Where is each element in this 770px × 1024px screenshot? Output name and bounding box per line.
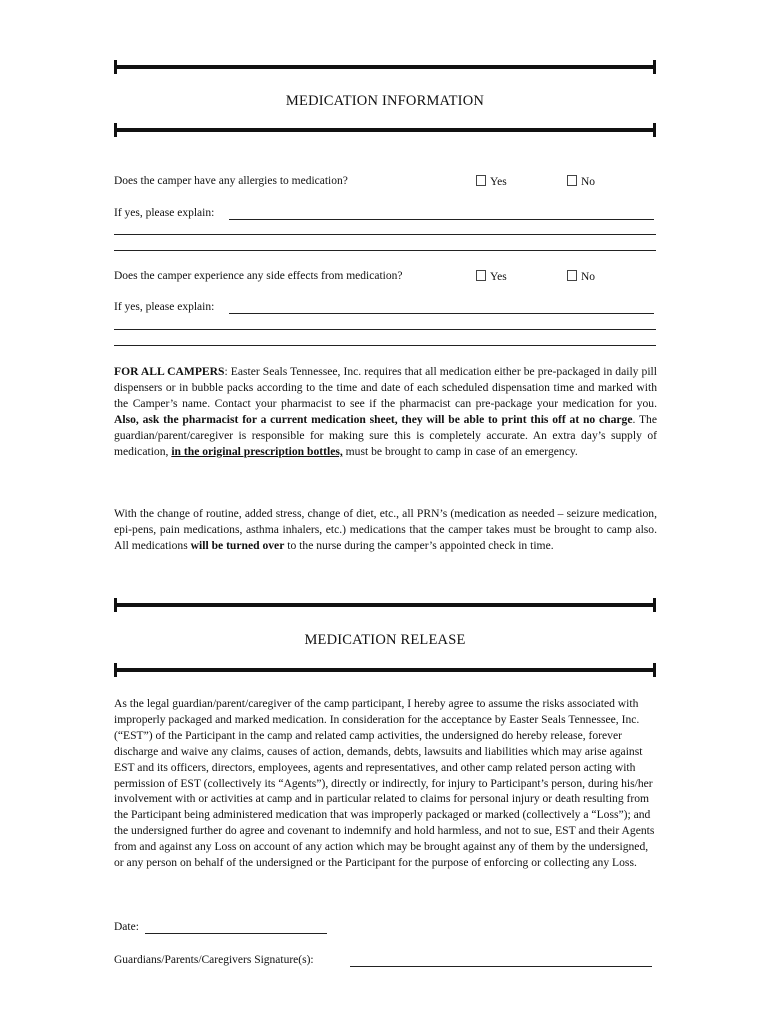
signature-label: Guardians/Parents/Caregivers Signature(s):	[114, 954, 314, 966]
original-bottles-note: in the original prescription bottles,	[171, 444, 343, 458]
medication-release-title: MEDICATION RELEASE	[304, 632, 466, 648]
medication-information-title: MEDICATION INFORMATION	[285, 93, 485, 109]
allergies-question-text: Does the camper have any allergies to medication?	[114, 175, 348, 187]
checkbox-icon	[476, 175, 486, 186]
side-effects-explain-label: If yes, please explain:	[114, 301, 215, 313]
allergies-yes-checkbox[interactable]: Yes	[476, 175, 507, 188]
checkbox-icon	[567, 175, 577, 186]
section-divider	[114, 60, 656, 74]
side-effects-no-checkbox[interactable]: No	[567, 270, 595, 283]
turned-over-note: will be turned over	[190, 538, 285, 552]
section-divider	[114, 663, 656, 677]
side-effects-question-row	[114, 270, 659, 286]
date-label: Date:	[114, 921, 139, 933]
side-effects-explain-field-line[interactable]	[114, 345, 656, 346]
all-campers-paragraph: FOR ALL CAMPERS: Easter Seals Tennessee, Inc. requires that all medication either be pre-packaged in daily pill dispensers or in bubble packs according to the time and date of each scheduled dispensation time and marked with the Camper’s name. Contact your pharmacist to see if the pharmacist can pre-package your medication for you. Also, ask the pharmacist for a current medication sheet, they will be able to print this off at no charge. The guardian/parent/caregiver is responsible for making sure this is completely accurate. An extra day’s supply of medication, in the original prescription bottles, must be brought to camp in case of an emergency.	[114, 365, 657, 458]
date-field[interactable]	[145, 933, 327, 934]
checkbox-icon	[476, 270, 486, 281]
side-effects-explain-field[interactable]	[229, 313, 654, 314]
allergies-explain-field[interactable]	[229, 219, 654, 220]
allergies-explain-label: If yes, please explain:	[114, 207, 215, 219]
allergies-explain-field-line[interactable]	[114, 250, 656, 251]
prn-paragraph: With the change of routine, added stress, change of diet, etc., all PRN’s (medication as needed – seizure medication, epi-pens, pain medications, asthma inhalers, etc.) medications that the camper takes must be brought to camp also. All medications will be turned over to the nurse during the camper’s appointed check in time.	[114, 507, 657, 552]
allergies-no-checkbox[interactable]: No	[567, 175, 595, 188]
section-divider	[114, 123, 656, 137]
all-campers-lead: FOR ALL CAMPERS	[114, 365, 225, 378]
release-paragraph: As the legal guardian/parent/caregiver of the camp participant, I hereby agree to assume the risks associated with improperly packaged and marked medication. In consideration for the acceptance by Easter Seals Tennessee, Inc. (“EST”) of the Participant in the camp and related camp activities, the undersigned do hereby release, forever discharge and waive any claims, causes of action, demands, debts, lawsuits and liabilities which may arise against EST and its officers, directors, employees, agents and representatives, and other camp related person acting with permission of EST (collectively its “Agents”), directly or indirectly, for injury to Participant’s person, during his/her involvement with or activities at camp and in particular related to claims for personal injury or death resulting from the Participant being administered medication that was improperly packaged or marked (collectively a “Loss”); and the undersigned further do agree and covenant to indemnify and hold harmless, and not to sue, EST and their Agents from and against any Loss on account of any action which may be brought against any of them by the undersigned, or any person on behalf of the undersigned or the Participant for the purpose of enforcing or collecting any Loss.	[114, 697, 655, 870]
side-effects-question-text: Does the camper experience any side effects from medication?	[114, 270, 403, 282]
allergies-question-row	[114, 175, 659, 191]
checkbox-icon	[567, 270, 577, 281]
allergies-explain-field-line[interactable]	[114, 234, 656, 235]
signature-field[interactable]	[350, 966, 652, 967]
pharmacist-note: Also, ask the pharmacist for a current medication sheet, they will be able to print this off at no charge	[114, 412, 633, 426]
side-effects-yes-checkbox[interactable]: Yes	[476, 270, 507, 283]
section-divider	[114, 598, 656, 612]
side-effects-explain-field-line[interactable]	[114, 329, 656, 330]
